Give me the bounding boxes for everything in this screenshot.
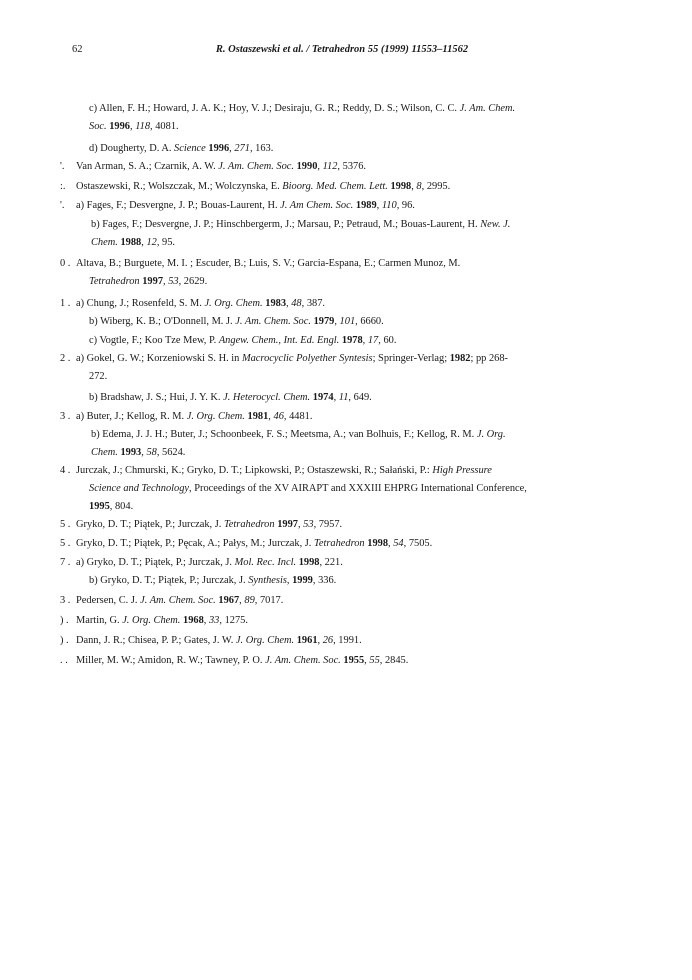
ref-text-run: 1955 (343, 655, 365, 666)
ref-text-run: , (333, 392, 339, 403)
ref-text-run: Synthesis (248, 575, 287, 586)
reference-line (89, 140, 273, 157)
ref-text-run: 17 (367, 335, 379, 346)
reference-line (76, 178, 450, 195)
ref-text-run: Soc. (89, 121, 107, 132)
reference-line (89, 572, 336, 589)
reference-line (76, 652, 408, 669)
reference-number: '. (60, 161, 65, 172)
ref-text-run: , 649. (348, 392, 372, 403)
reference-line (76, 592, 283, 609)
ref-text-run: , (286, 298, 292, 309)
ref-text-run: Tetrahedron (223, 519, 275, 530)
ref-text-run: 54 (393, 538, 404, 549)
ref-text-run: 48 (291, 298, 302, 309)
reference-line (76, 255, 460, 272)
ref-text-run: , (364, 655, 370, 666)
ref-text-run: Ostaszewski, R.; Wolszczak, M.; Wolczynska, E. (76, 181, 283, 192)
ref-text-run: 11 (338, 392, 349, 403)
ref-text-run: 1989 (355, 200, 377, 211)
reference-number: 5 . (60, 538, 71, 549)
ref-text-run: 1990 (296, 161, 318, 172)
ref-text-run: High Pressure (432, 465, 492, 476)
ref-text-run: , (286, 575, 293, 586)
ref-text-run: Chem. (91, 447, 118, 458)
ref-text-run: Chem. (91, 237, 118, 248)
ref-text-run: 58 (146, 447, 157, 458)
ref-text-run: , 2845. (379, 655, 409, 666)
reference-continuation-line (89, 498, 133, 515)
ref-text-run: , (163, 276, 169, 287)
ref-text-run: Mol. Rec. Incl. (234, 557, 297, 568)
ref-text-run: Van Arman, S. A.; Czarnik, A. W. (76, 161, 219, 172)
ref-text-run: , 1991. (333, 635, 362, 646)
ref-text-run: , (362, 335, 368, 346)
reference-number: 4 . (60, 465, 71, 476)
ref-text-run: J. Org. Chem. (186, 411, 245, 422)
ref-text-run: 53 (168, 276, 179, 287)
ref-text-run: Pedersen, C. J. (76, 595, 141, 606)
ref-text-run: , 2995. (421, 181, 451, 192)
ref-text-run: 12 (146, 237, 157, 248)
ref-text-run: 1968 (183, 615, 204, 626)
reference-line (76, 612, 248, 629)
ref-text-run: 272. (89, 371, 108, 382)
ref-text-run: Bioorg. Med. Chem. Lett. (282, 181, 388, 192)
ref-text-run: 53 (303, 519, 314, 530)
ref-text-run: J. Heterocycl. Chem. (223, 392, 311, 403)
ref-text-run: a) Fages, F.; Desvergne, J. P.; Bouas-Laurent, H. (76, 200, 281, 211)
ref-text-run: , 336. (312, 575, 337, 586)
ref-text-run: b) Gryko, D. T.; Piątek, P.; Jurczak, J. (89, 575, 249, 586)
reference-line (76, 408, 312, 425)
ref-text-run: , (297, 519, 304, 530)
ref-text-run: 1998 (390, 181, 412, 192)
ref-text-run: 1978 (341, 335, 363, 346)
ref-text-run: Gryko, D. T.; Piątek, P.; Pęcak, A.; Pałys, M.; Jurczak, J. (76, 538, 315, 549)
reference-line (76, 535, 432, 552)
ref-text-run: 1998 (298, 557, 320, 568)
ref-text-run: ; pp 268- (470, 353, 508, 364)
ref-text-run: 101 (339, 316, 356, 327)
ref-text-run: 1993 (120, 447, 142, 458)
ref-text-run: , 6660. (355, 316, 384, 327)
ref-text-run: 1996 (109, 121, 130, 132)
ref-text-run: b) Wiberg, K. B.; O'Donnell, M. J. (89, 316, 236, 327)
ref-text-run: 1983 (265, 298, 287, 309)
reference-number: 3 . (60, 411, 71, 422)
ref-text-run: 26 (322, 635, 334, 646)
ref-text-run: 1988 (120, 237, 142, 248)
reference-continuation-line (91, 444, 185, 461)
ref-text-run: 1961 (296, 635, 318, 646)
ref-text-run: , 4481. (283, 411, 313, 422)
reference-number: :. (60, 181, 66, 192)
reference-number: 1 . (60, 298, 71, 309)
ref-text-run: , 5376. (337, 161, 366, 172)
ref-text-run: 1996 (208, 143, 230, 154)
ref-text-run: c) Allen, F. H.; Howard, J. A. K.; Hoy, V. J.; Desiraju, G. R.; Reddy, D. S.; Wilson, C. C. (89, 103, 460, 114)
ref-text-run: Miller, M. W.; Amidon, R. W.; Tawney, P. O. (76, 655, 266, 666)
reference-number: 3 . (60, 595, 71, 606)
reference-number: ) . (60, 615, 69, 626)
reference-line (89, 100, 515, 117)
reference-line (76, 197, 415, 214)
reference-number: 2 . (60, 353, 71, 364)
ref-text-run: 1982 (449, 353, 471, 364)
reference-line (89, 332, 396, 349)
ref-text-run: 8 (416, 181, 422, 192)
reference-line (91, 216, 510, 233)
ref-text-run: Macrocyclic Polyether Syntesis (241, 353, 373, 364)
ref-text-run: b) Edema, J. J. H.; Buter, J.; Schoonbeek, F. S.; Meetsma, A.; van Bolhuis, F.; Kellog, R. M. (91, 429, 477, 440)
ref-text-run: , 2629. (178, 276, 208, 287)
running-head: R. Ostaszewski et al. / Tetrahedron 55 (1999) 11553–11562 (215, 44, 469, 55)
page-header (72, 44, 612, 60)
ref-text-run: J. Am. Chem. Soc. (235, 316, 311, 327)
ref-text-run: Angew. Chem., Int. Ed. Engl. (218, 335, 340, 346)
ref-text-run: , 7017. (254, 595, 284, 606)
reference-line (76, 295, 325, 312)
ref-text-run: , (141, 237, 147, 248)
ref-text-run: 271 (234, 143, 250, 154)
ref-text-run: J. Am. Chem. Soc. (265, 655, 341, 666)
reference-number: ) . (60, 635, 69, 646)
ref-text-run: , 5624. (156, 447, 186, 458)
ref-text-run: , 387. (301, 298, 326, 309)
reference-continuation-line (89, 480, 527, 497)
ref-text-run: Altava, B.; Burguete, M. I. ; Escuder, B.; Luis, S. V.; Garcia-Espana, E.; Carmen Munoz, M. (76, 258, 461, 269)
ref-text-run: 55 (369, 655, 380, 666)
reference-line (76, 632, 362, 649)
ref-text-run: , 95. (156, 237, 176, 248)
ref-text-run: 1981 (247, 411, 269, 422)
ref-text-run: 1995 (89, 501, 110, 512)
reference-continuation-line (89, 368, 107, 385)
ref-text-run: Science and Technology (89, 483, 190, 494)
ref-text-run: Tetrahedron (314, 538, 365, 549)
ref-text-run: d) Dougherty, D. A. (89, 143, 175, 154)
ref-text-run: b) Bradshaw, J. S.; Hui, J. Y. K. (89, 392, 224, 403)
ref-text-run: , 1275. (219, 615, 248, 626)
reference-line (76, 350, 508, 367)
ref-text-run: , 804. (109, 501, 134, 512)
reference-line (76, 516, 342, 533)
ref-text-run: 1974 (312, 392, 334, 403)
ref-text-run: J. Am. Chem. (459, 103, 516, 114)
ref-text-run: Dann, J. R.; Chisea, P. P.; Gates, J. W. (76, 635, 236, 646)
ref-text-run: J. Am Chem. Soc. (280, 200, 354, 211)
reference-continuation-line (89, 273, 207, 290)
ref-text-run: Martin, G. (76, 615, 123, 626)
ref-text-run: J. Am. Chem. Soc. (140, 595, 216, 606)
reference-number: 0 . (60, 258, 71, 269)
ref-text-run: Gryko, D. T.; Piątek, P.; Jurczak, J. (76, 519, 224, 530)
ref-text-run: , (411, 181, 417, 192)
ref-text-run: a) Chung, J.; Rosenfeld, S. M. (76, 298, 205, 309)
reference-number: 7 . (60, 557, 71, 568)
ref-text-run: 33 (208, 615, 220, 626)
ref-text-run: 46 (273, 411, 284, 422)
ref-text-run: , (334, 316, 340, 327)
ref-text-run: 1967 (218, 595, 240, 606)
ref-text-run: J. Org. Chem. (235, 635, 295, 646)
ref-text-run: , (317, 161, 323, 172)
reference-continuation-line (89, 118, 179, 135)
ref-text-run: , (141, 447, 147, 458)
reference-line (89, 389, 372, 406)
ref-text-run: , (268, 411, 274, 422)
ref-text-run: b) Fages, F.; Desvergne, J. P.; Hinschbergerm, J.; Marsau, P.; Petraud, M.; Bouas-Laurent, H. (91, 219, 481, 230)
reference-line (89, 313, 384, 330)
ref-text-run: , 221. (319, 557, 343, 568)
ref-text-run: , (317, 635, 323, 646)
ref-text-run: , (388, 538, 394, 549)
ref-text-run: J. Org. Chem. (204, 298, 263, 309)
ref-text-run: 1998 (367, 538, 389, 549)
ref-text-run: 1997 (142, 276, 164, 287)
reference-number: '. (60, 200, 65, 211)
reference-line (91, 426, 506, 443)
ref-text-run: 118 (135, 121, 151, 132)
ref-text-run: , 4081. (150, 121, 179, 132)
page-number: 62 (72, 44, 83, 55)
ref-text-run: a) Gryko, D. T.; Piątek, P.; Jurczak, J. (76, 557, 235, 568)
ref-text-run: J. Am. Chem. Soc. (218, 161, 294, 172)
ref-text-run: Tetrahedron (89, 276, 140, 287)
ref-text-run: , 96. (396, 200, 415, 211)
ref-text-run: , 7957. (313, 519, 343, 530)
ref-text-run: , (203, 615, 209, 626)
ref-text-run: a) Gokel, G. W.; Korzeniowski S. H. in (76, 353, 242, 364)
reference-continuation-line (91, 234, 175, 251)
ref-text-run: 1999 (292, 575, 313, 586)
reference-line (76, 158, 366, 175)
ref-text-run: , 7505. (403, 538, 433, 549)
ref-text-run: 1979 (313, 316, 335, 327)
reference-line (76, 462, 492, 479)
ref-text-run: Science (174, 143, 206, 154)
ref-text-run: , 163. (249, 143, 274, 154)
ref-text-run: c) Vogtle, F.; Koo Tze Mew, P. (89, 335, 219, 346)
ref-text-run: 110 (381, 200, 397, 211)
ref-text-run: 89 (244, 595, 255, 606)
ref-text-run: , (376, 200, 382, 211)
ref-text-run: 112 (322, 161, 338, 172)
ref-text-run: , Proceedings of the XV AIRAPT and XXXIII EHPRG International Conference, (189, 483, 527, 494)
ref-text-run: J. Org. Chem. (122, 615, 181, 626)
ref-text-run: 1997 (277, 519, 298, 530)
ref-text-run: a) Buter, J.; Kellog, R. M. (76, 411, 187, 422)
ref-text-run: , (130, 121, 136, 132)
ref-text-run: , (229, 143, 235, 154)
ref-text-run: New. J. (480, 219, 511, 230)
ref-text-run: ; Springer-Verlag; (372, 353, 450, 364)
ref-text-run: J. Org. (476, 429, 506, 440)
reference-number: . . (60, 655, 68, 666)
ref-text-run: , 60. (378, 335, 397, 346)
reference-line (76, 554, 343, 571)
ref-text-run: , (239, 595, 245, 606)
reference-number: 5 . (60, 519, 71, 530)
ref-text-run: Jurczak, J.; Chmurski, K.; Gryko, D. T.; Lipkowski, P.; Ostaszewski, R.; Sałański, P.: (76, 465, 433, 476)
